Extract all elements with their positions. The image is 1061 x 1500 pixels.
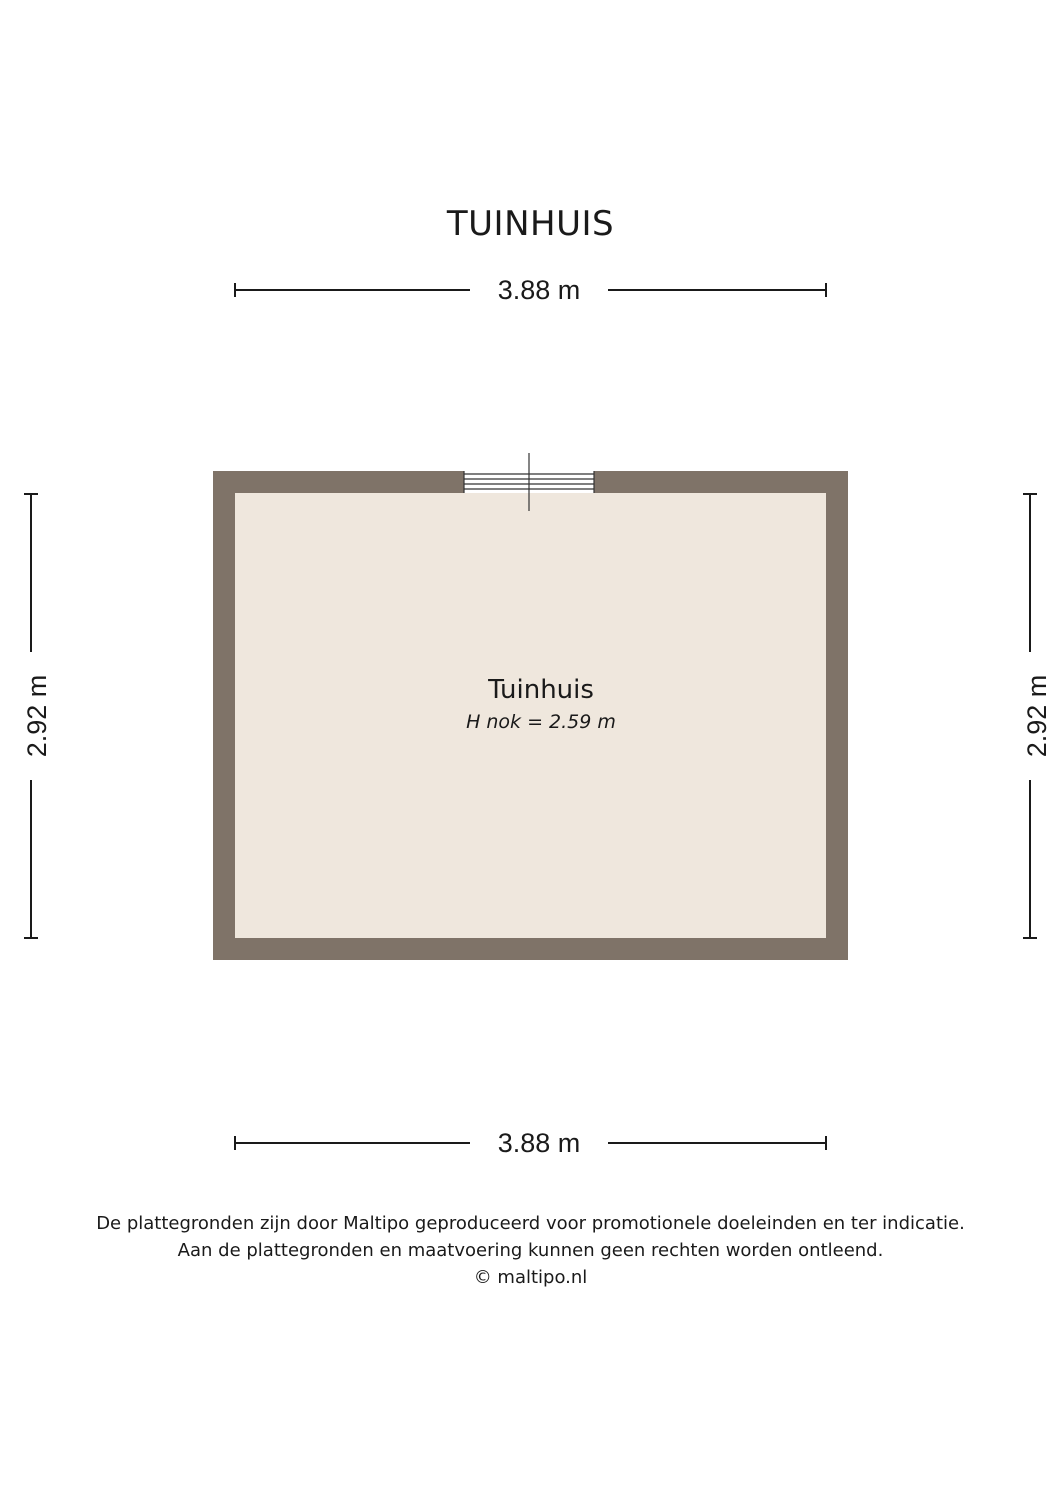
room-ridge-height: H nok = 2.59 m bbox=[466, 711, 616, 733]
room-name: Tuinhuis bbox=[488, 675, 594, 705]
disclaimer-line-2: Aan de plattegronden en maatvoering kunnen geen rechten worden ontleend. bbox=[177, 1240, 884, 1261]
dimension-label-bottom: 3.88 m bbox=[470, 1126, 608, 1160]
dimension-label-left: 2.92 m bbox=[20, 652, 54, 780]
copyright-line: © maltipo.nl bbox=[473, 1267, 588, 1288]
page-title: TUINHUIS bbox=[446, 204, 615, 244]
dimension-label-right: 2.92 m bbox=[1020, 652, 1054, 780]
disclaimer-line-1: De plattegronden zijn door Maltipo geproduceerd voor promotionele doeleinden en ter indicatie. bbox=[96, 1213, 965, 1234]
dimension-label-top: 3.88 m bbox=[470, 273, 608, 307]
